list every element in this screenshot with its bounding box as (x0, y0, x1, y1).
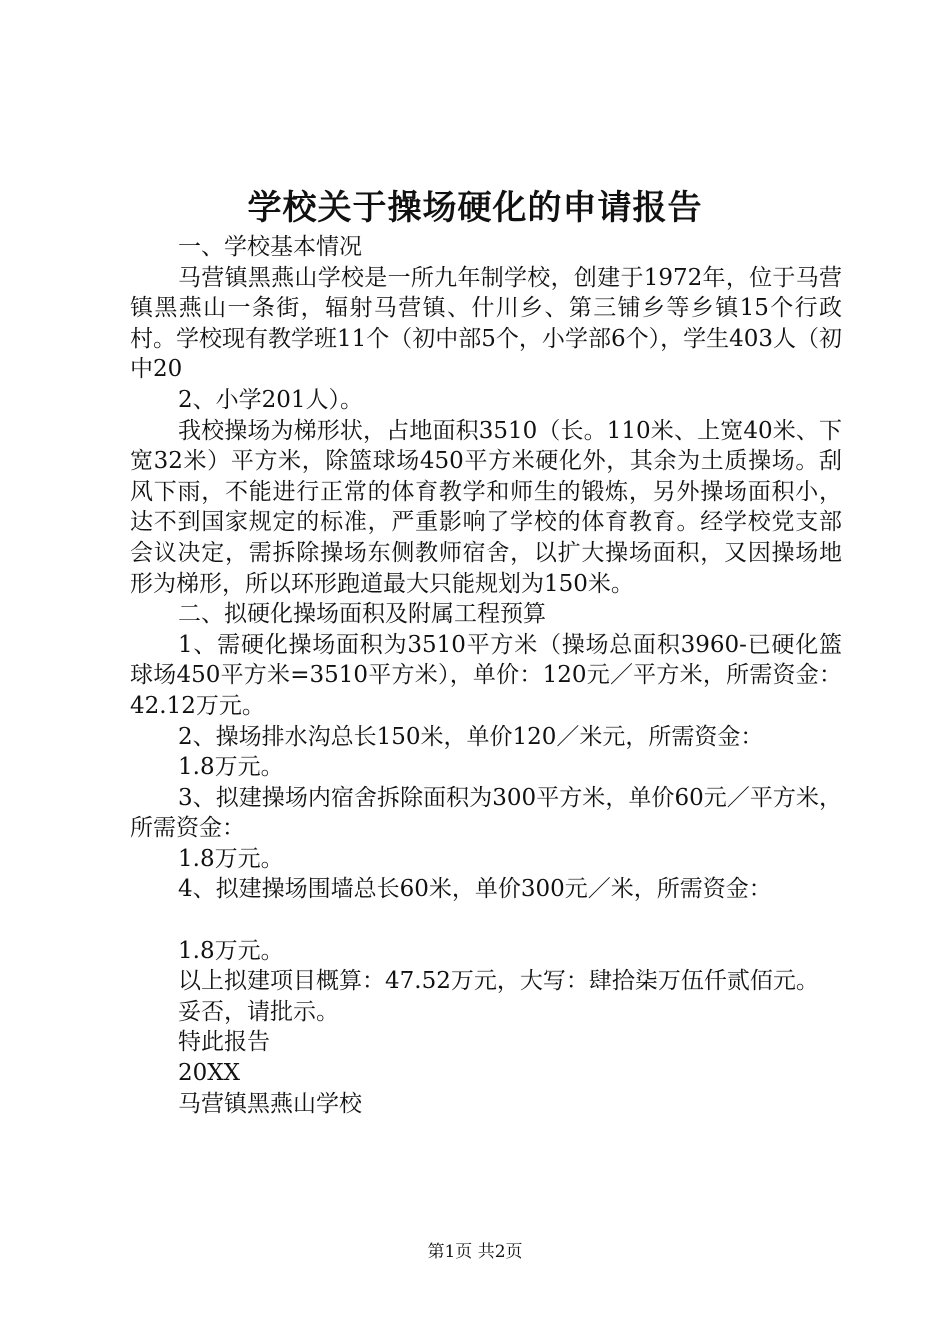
budget-item-3-amount: 1.8万元。 (178, 845, 284, 872)
budget-item-2: 2、操场排水沟总长150米，单价120／米元，所需资金： (178, 723, 764, 750)
document-body (130, 232, 842, 1119)
blank-line (130, 905, 842, 936)
document-title: 学校关于操场硬化的申请报告 (247, 188, 703, 228)
budget-item-4-amount: 1.8万元。 (178, 937, 284, 964)
paragraph-school-intro: 马营镇黑燕山学校是一所九年制学校，创建于1972年，位于马营镇黑燕山一条街，辐射马营镇、什川乡、第三铺乡等乡镇15个行政村。学校现有教学班11个（初中部5个，小学部6个），学生403人（初中20 (130, 264, 842, 383)
paragraph-primary-students: 2、小学201人）。 (178, 386, 364, 413)
page-footer: 第1页 共2页 (427, 1242, 523, 1262)
budget-item-3: 3、拟建操场内宿舍拆除面积为300平方米，单价60元／平方米，所需资金： (130, 784, 842, 842)
request-approval: 妥否，请批示。 (178, 998, 339, 1025)
report-date: 20XX (178, 1060, 241, 1087)
section-heading-basic-info: 一、学校基本情况 (178, 234, 362, 260)
paragraph-playground-status: 我校操场为梯形状，占地面积3510（长。110米、上宽40米、下宽32米）平方米，除篮球场450平方米硬化外，其余为土质操场。刮风下雨，不能进行正常的体育教学和师生的锻炼，另外操场面积小，达不到国家规定的标准，严重影响了学校的体育教育。经学校党支部会议决定，需拆除操场东侧教师宿舍，以扩大操场面积，又因操场地形为梯形，所以环形跑道最大只能规划为150米。 (130, 417, 842, 597)
report-signature: 马营镇黑燕山学校 (178, 1090, 362, 1117)
budget-item-1: 1、需硬化操场面积为3510平方米（操场总面积3960-已硬化篮球场450平方米=3510平方米），单价：120元／平方米，所需资金：42.12万元。 (130, 631, 842, 719)
closing-report: 特此报告 (178, 1029, 270, 1056)
budget-total: 以上拟建项目概算：47.52万元，大写：肆拾柒万伍仟贰佰元。 (178, 968, 819, 995)
section-heading-budget: 二、拟硬化操场面积及附属工程预算 (178, 601, 546, 628)
budget-item-2-amount: 1.8万元。 (178, 754, 284, 781)
budget-item-4: 4、拟建操场围墙总长60米，单价300元／米，所需资金： (178, 876, 772, 903)
